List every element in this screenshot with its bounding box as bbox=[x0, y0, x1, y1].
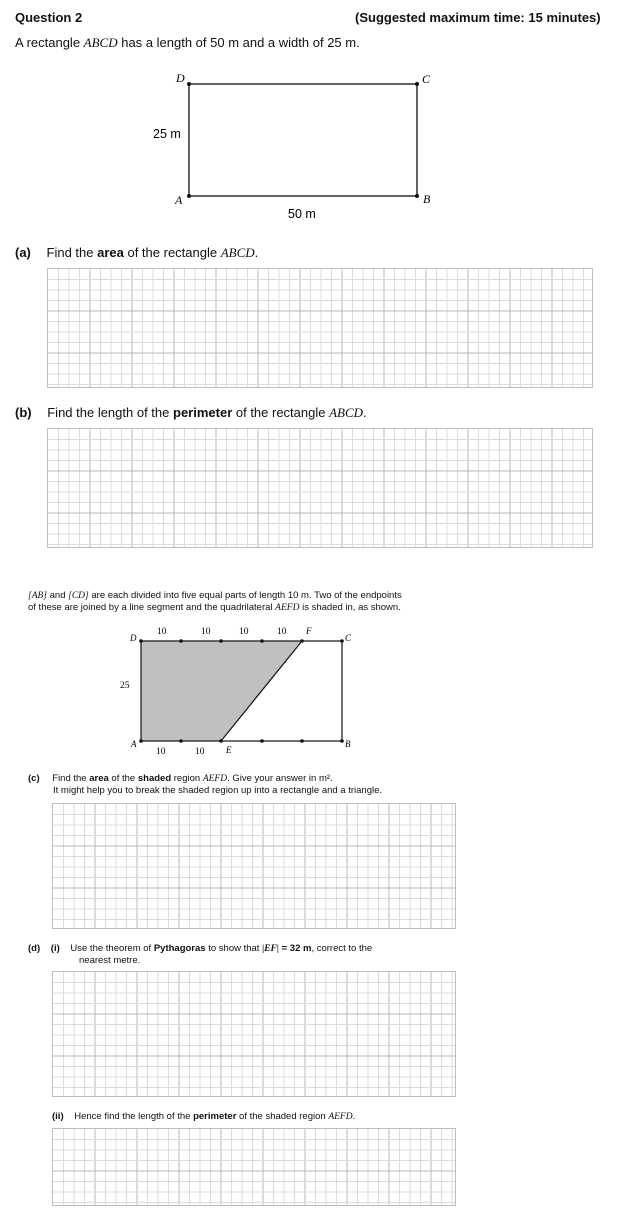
label-b: B bbox=[423, 192, 431, 206]
rectangle-abcd-diagram bbox=[0, 60, 625, 230]
part-d-label: (d) bbox=[28, 943, 41, 954]
question-title: Question 2 bbox=[15, 10, 83, 25]
vertex-c-dot bbox=[415, 82, 419, 86]
vertex-b-dot bbox=[415, 194, 419, 198]
top-label-4: 10 bbox=[277, 627, 287, 637]
label2-a: A bbox=[131, 739, 137, 749]
part-b-question bbox=[15, 405, 367, 421]
part-d-ii-label: (ii) bbox=[52, 1111, 64, 1122]
part-d-ii-question: (ii) Hence find the length of the perimeter of the shaded region AEFD. bbox=[52, 1111, 356, 1122]
intro-post: has a length of 50 m and a width of 25 m. bbox=[117, 35, 360, 50]
part-c-question: (c) Find the area of the shaded region AEFD. Give your answer in m². It might help you to break the shaded region up into a rectangle and a triangle. bbox=[28, 773, 383, 796]
part-d-i-label: (i) bbox=[50, 943, 60, 954]
top-label-1: 10 bbox=[157, 627, 167, 637]
intro-pre: A rectangle bbox=[15, 35, 84, 50]
label2-d: D bbox=[130, 633, 137, 643]
shaded-region-aefd bbox=[141, 641, 302, 741]
part-b-post: . bbox=[363, 405, 367, 420]
top-label-3: 10 bbox=[239, 627, 249, 637]
rectangle-outline bbox=[189, 84, 417, 196]
side-label: 25 bbox=[120, 681, 130, 691]
part-a-mid: of the rectangle bbox=[123, 245, 221, 260]
part-a-pre: Find the bbox=[46, 245, 98, 260]
answer-grid-d-ii[interactable] bbox=[52, 1128, 456, 1206]
info-line-2: of these are joined by a line segment and the quadrilateral AEFD is shaded in, as shown. bbox=[28, 602, 401, 613]
label-a: A bbox=[175, 193, 183, 207]
part-b-label: (b) bbox=[15, 405, 32, 420]
answer-grid-d-i[interactable] bbox=[52, 971, 456, 1097]
part-a-shape: ABCD bbox=[220, 245, 255, 260]
info-line-1: [AB] and [CD] are each divided into five equal parts of length 10 m. Two of the endpoints bbox=[28, 590, 402, 601]
part-b-mid: of the rectangle bbox=[232, 405, 330, 420]
bottom-label-1: 10 bbox=[156, 747, 166, 757]
part-c-hint: It might help you to break the shaded region up into a rectangle and a triangle. bbox=[53, 785, 383, 796]
answer-grid-b[interactable] bbox=[47, 428, 593, 548]
info-text bbox=[28, 590, 402, 614]
length-label: 50 m bbox=[288, 207, 316, 221]
intro-shape: ABCD bbox=[83, 35, 118, 50]
label2-f: F bbox=[306, 626, 312, 636]
vertex-d-dot bbox=[187, 82, 191, 86]
part-a-label: (a) bbox=[15, 245, 31, 260]
part-d-i-line2: nearest metre. bbox=[79, 955, 141, 966]
label2-c: C bbox=[345, 633, 352, 643]
label2-e: E bbox=[226, 745, 232, 755]
bottom-label-2: 10 bbox=[195, 747, 205, 757]
part-b-shape: ABCD bbox=[329, 405, 364, 420]
shaded-quadrilateral-diagram bbox=[0, 620, 625, 760]
answer-grid-a[interactable] bbox=[47, 268, 593, 388]
part-a-bold: area bbox=[97, 245, 124, 260]
vertex-a-dot bbox=[187, 194, 191, 198]
answer-grid-c[interactable] bbox=[52, 803, 456, 929]
part-c-label: (c) bbox=[28, 773, 40, 784]
top-label-2: 10 bbox=[201, 627, 211, 637]
part-a-question bbox=[15, 245, 258, 261]
part-d-i-question: (d) (i) Use the theorem of Pythagoras to show that |EF| = 32 m, correct to the nearest metre. bbox=[28, 943, 373, 966]
width-label: 25 m bbox=[153, 127, 181, 141]
label2-b: B bbox=[345, 739, 351, 749]
intro-text bbox=[15, 35, 360, 51]
suggested-time: (Suggested maximum time: 15 minutes) bbox=[355, 10, 601, 25]
part-b-pre: Find the length of the bbox=[47, 405, 173, 420]
part-b-bold: perimeter bbox=[173, 405, 233, 420]
label-d: D bbox=[176, 71, 185, 85]
label-c: C bbox=[422, 72, 431, 86]
part-a-post: . bbox=[254, 245, 259, 260]
